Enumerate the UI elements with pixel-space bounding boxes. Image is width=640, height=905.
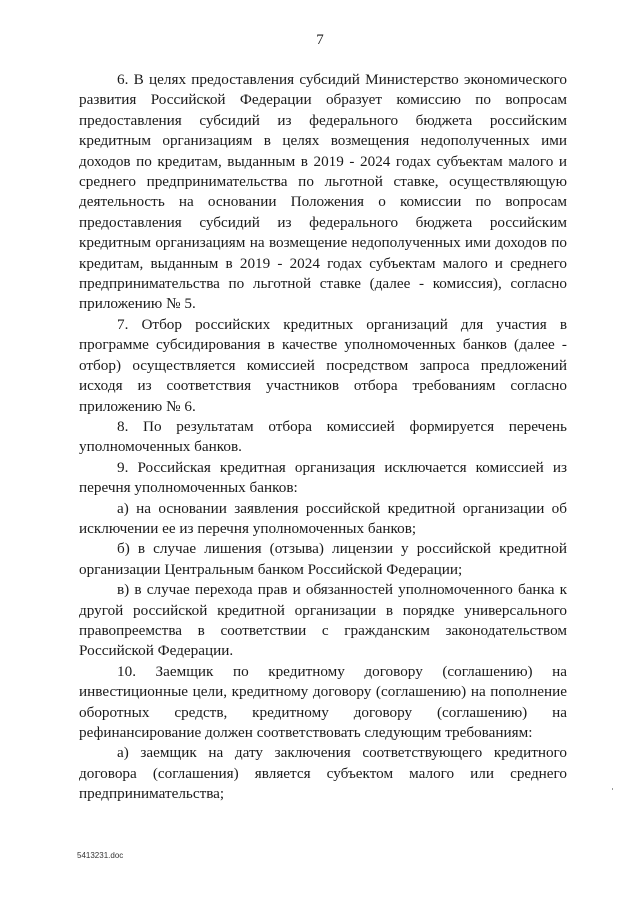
paragraph-10-item-a: а) заемщик на дату заключения соответствующего кредитного договора (соглашения) является субъектом малого или среднего предпринимательства; bbox=[79, 744, 567, 803]
paragraph-9-item-v: в) в случае перехода прав и обязанностей уполномоченного банка к другой российской кредитной организации в порядке универсального правопреемства в соответствии с гражданским законодательством Российской Федерации. bbox=[79, 581, 567, 660]
scan-artifact bbox=[612, 788, 613, 790]
footer-file-name: 5413231.doc bbox=[77, 851, 124, 860]
page-number: 7 bbox=[316, 32, 324, 48]
paragraph-9-item-a: а) на основании заявления российской кредитной организации об исключении ее из перечня уполномоченных банков; bbox=[79, 499, 567, 537]
paragraph-6: 6. В целях предоставления субсидий Министерство экономического развития Российской Федерации образует комиссию по вопросам предоставления субсидий из федерального бюджета российским кредитным организациям в целях возмещения недополученных ими доходов по кредитам, выданным в 2019 - 2024 годах субъектам малого и среднего предпринимательства по льготной ставке, осуществляющую деятельность на основании Положения о комиссии по вопросам предоставления субсидий из федерального бюджета российским кредитным организациям на возмещение недополученных ими доходов по кредитам, выданным в 2019 - 2024 годах субъектам малого и среднего предпринимательства по льготной ставке (далее - комиссия), согласно приложению № 5. bbox=[79, 71, 567, 313]
paragraph-7: 7. Отбор российских кредитных организаций для участия в программе субсидирования в качестве уполномоченных банков (далее - отбор) осуществляется комиссией посредством запроса предложений исходя из соответствия участников отбора требованиям согласно приложению № 6. bbox=[79, 315, 567, 415]
document-body bbox=[79, 70, 567, 805]
paragraph-9-item-b: б) в случае лишения (отзыва) лицензии у российской кредитной организации Центральным банком Российской Федерации; bbox=[79, 540, 567, 578]
paragraph-8: 8. По результатам отбора комиссией формируется перечень уполномоченных банков. bbox=[79, 417, 567, 456]
paragraph-10: 10. Заемщик по кредитному договору (соглашению) на инвестиционные цели, кредитному договору (соглашению) на пополнение оборотных средств, кредитному договору (соглашению) на рефинансирование должен соответствовать следующим требованиям: bbox=[79, 662, 567, 741]
paragraph-9: 9. Российская кредитная организация исключается комиссией из перечня уполномоченных банков: bbox=[79, 458, 567, 497]
